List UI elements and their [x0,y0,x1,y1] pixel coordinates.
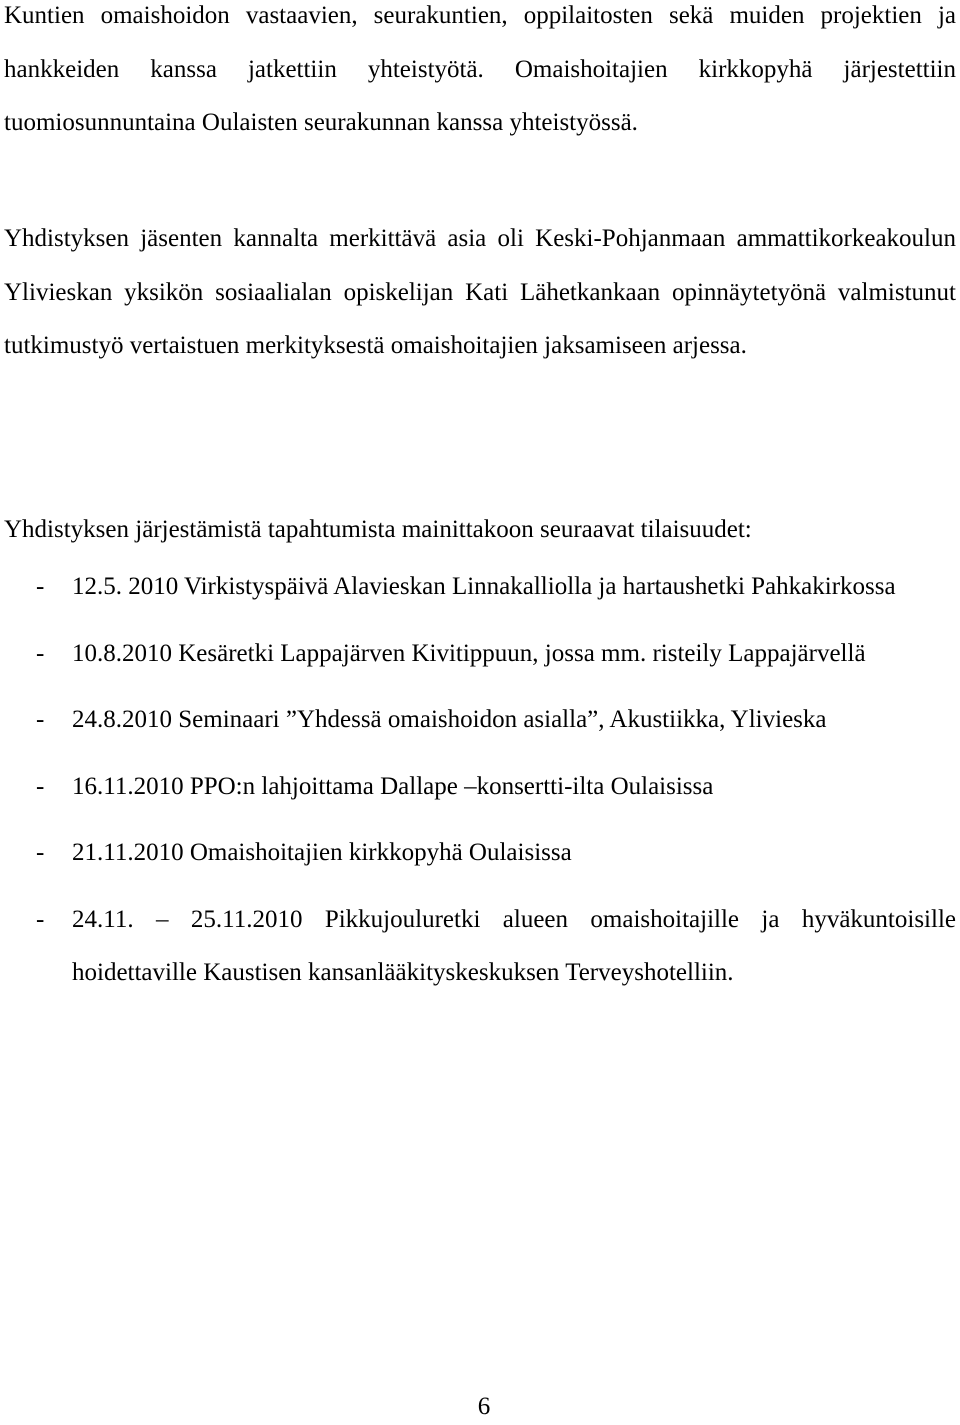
event-text: 12.5. 2010 Virkistyspäivä Alavieskan Linnakalliolla ja hartaushetki Pahkakirkossa [72,573,896,600]
event-text: 24.11. – 25.11.2010 Pikkujouluretki alueen omaishoitajille ja hyväkuntoisille hoidettaville Kaustisen kansanlääkityskeskuksen Terveyshotelliin. [72,905,956,986]
list-dash: - [36,706,45,733]
list-item [4,560,956,614]
paragraph-cooperation: Kuntien omaishoidon vastaavien, seurakuntien, oppilaitosten sekä muiden projektien ja hankkeiden kanssa jatkettiin yhteistyötä. Omaishoitajien kirkkopyhä järjestettiin tuomiosunnuntaina Oulaisten seurakunnan kanssa yhteistyössä. [4,2,956,136]
events-list [4,560,956,1013]
list-dash: - [36,905,45,933]
list-item [4,693,956,747]
event-text: 10.8.2010 Kesäretki Lappajärven Kivitippuun, jossa mm. risteily Lappajärvellä [72,639,866,667]
page-number: 6 [477,1393,491,1420]
list-dash: - [36,772,45,800]
event-text: 21.11.2010 Omaishoitajien kirkkopyhä Oulaisissa [72,839,572,866]
paragraph-events-intro: Yhdistyksen järjestämistä tapahtumista mainittakoon seuraavat tilaisuudet: [4,516,752,543]
list-dash: - [36,839,45,866]
list-item [4,826,956,880]
list-dash: - [36,639,45,667]
list-item [4,627,956,681]
document-page [4,0,956,1425]
paragraph-thesis: Yhdistyksen jäsenten kannalta merkittävä asia oli Keski-Pohjanmaan ammattikorkeakoulun Ylivieskan yksikön sosiaalialan opiskelijan Kati Lähetkankaan opinnäytetyönä valmistunut tutkimustyö vertaistuen merkityksestä omaishoitajien jaksamiseen arjessa. [4,225,956,359]
list-dash: - [36,573,45,600]
list-item [4,893,956,1000]
list-item [4,760,956,814]
event-text: 16.11.2010 PPO:n lahjoittama Dallape –konsertti-ilta Oulaisissa [72,772,714,800]
event-text: 24.8.2010 Seminaari ”Yhdessä omaishoidon asialla”, Akustiikka, Ylivieska [72,706,827,733]
